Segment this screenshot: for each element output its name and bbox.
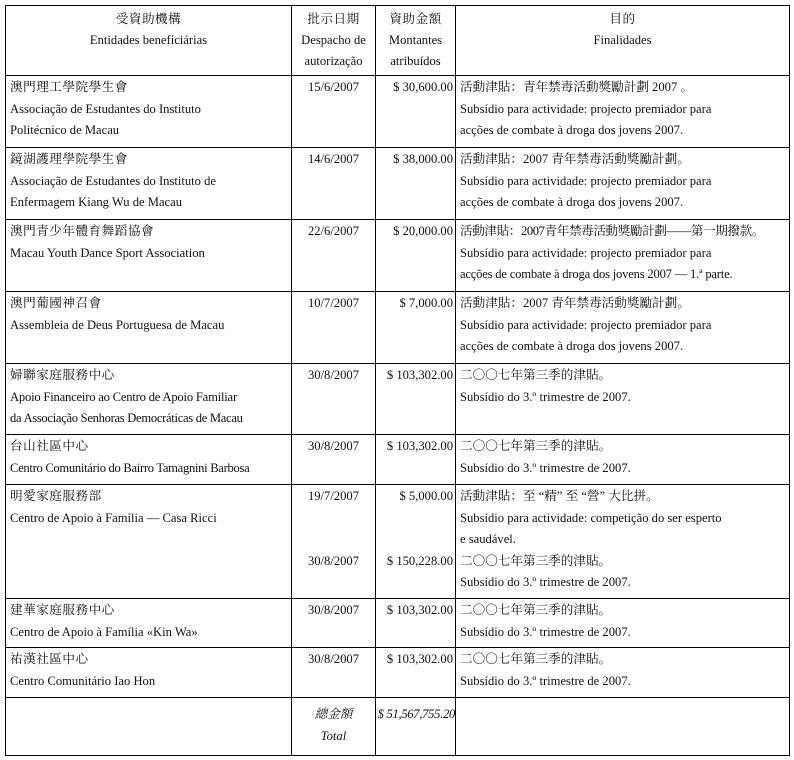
amount-cell: $ 30,600.00 [376, 76, 456, 148]
purpose-zh: 活動津貼：至 “精” 至 “營” 大比拼。 [460, 489, 659, 503]
purpose-cell [456, 148, 790, 220]
header-entities-pt: Entidades beneficiárias [89, 33, 208, 47]
header-purpose [456, 6, 790, 76]
table-row [6, 485, 790, 599]
table-row [6, 292, 790, 364]
entity-cell [6, 435, 292, 485]
entity-cell [6, 485, 292, 599]
table-row [6, 76, 790, 148]
amount-value: $ 5,000.00 [399, 489, 453, 503]
entity-name-pt: Enfermagem Kiang Wu de Macau [10, 195, 183, 209]
date-cell: 30/8/2007 [292, 364, 376, 435]
date-cell: 30/8/2007 [292, 648, 376, 698]
total-purpose-empty-cell [456, 698, 790, 756]
purpose-pt: acções de combate à droga dos jovens 2007 — 1.ª parte. [460, 267, 733, 281]
amount-cell [376, 485, 456, 599]
entity-name-pt: Apoio Financeiro ao Centro de Apoio Familiar [10, 389, 237, 404]
entity-name-pt: Politécnico de Macau [10, 123, 120, 137]
total-label-pt: Total [320, 728, 347, 743]
date-cell: 10/7/2007 [292, 292, 376, 364]
entity-name-zh: 祐漢社區中心 [10, 652, 89, 666]
purpose-cell [456, 220, 790, 292]
total-label-zh: 總金額 [314, 707, 353, 721]
amount-cell: $ 103,302.00 [376, 364, 456, 435]
date-value: 30/8/2007 [307, 553, 360, 568]
entity-name-zh: 澳門理工學院學生會 [10, 80, 128, 94]
entity-name-zh: 建華家庭服務中心 [10, 603, 115, 617]
entity-name-pt: Centro Comunitário Iao Hon [10, 673, 156, 688]
amount-cell: $ 103,302.00 [376, 435, 456, 485]
header-entities [6, 6, 292, 76]
header-date-pt-1: Despacho de [301, 33, 366, 47]
header-entities-zh: 受資助機構 [115, 12, 182, 26]
amount-cell: $ 7,000.00 [376, 292, 456, 364]
amount-cell: $ 20,000.00 [376, 220, 456, 292]
purpose-zh: 二〇〇七年第三季的津貼。 [460, 652, 612, 666]
entity-name-zh: 澳門青少年體育舞蹈協會 [10, 224, 155, 238]
header-date [292, 6, 376, 76]
purpose-pt: Subsídio do 3.º trimestre de 2007. [460, 575, 631, 589]
purpose-pt: Subsídio para actividade: competição do ser esperto [460, 510, 722, 525]
entity-name-zh: 鏡湖護理學院學生會 [10, 152, 128, 166]
header-amount [376, 6, 456, 76]
date-cell: 14/6/2007 [292, 148, 376, 220]
purpose-zh: 活動津貼：2007 青年禁毒活動獎勵計劃。 [460, 296, 690, 310]
header-date-pt-2: autorização [304, 54, 363, 68]
entity-name-pt: Macau Youth Dance Sport Association [10, 245, 205, 260]
purpose-cell [456, 599, 790, 648]
entity-cell [6, 292, 292, 364]
entity-name-pt: Assembleia de Deus Portuguesa de Macau [10, 317, 225, 332]
purpose-zh: 活動津貼：青年禁毒活動獎勵計劃 2007 。 [460, 80, 693, 94]
purpose-cell [456, 76, 790, 148]
purpose-pt: Subsídio do 3.º trimestre de 2007. [460, 624, 631, 639]
purpose-pt: acções de combate à droga dos jovens 2007. [460, 339, 684, 353]
entity-cell [6, 148, 292, 220]
purpose-zh: 活動津貼：2007 青年禁毒活動獎勵計劃。 [460, 152, 690, 166]
entity-name-zh: 明愛家庭服務部 [10, 489, 102, 503]
header-purpose-zh: 目的 [609, 12, 636, 26]
total-amount: $ 51,567,755.20 [376, 698, 456, 756]
table-row [6, 220, 790, 292]
purpose-zh: 活動津貼：2007青年禁毒活動獎勵計劃——第一期撥款。 [460, 224, 765, 238]
table-header-row [6, 6, 790, 76]
date-cell [292, 485, 376, 599]
amount-cell: $ 38,000.00 [376, 148, 456, 220]
entity-name-pt: Centro de Apoio à Família — Casa Ricci [10, 510, 217, 525]
purpose-zh: 二〇〇七年第三季的津貼。 [460, 368, 612, 382]
grants-table [5, 5, 790, 756]
header-amount-pt-2: atribuídos [390, 54, 441, 68]
header-amount-zh: 資助金額 [389, 12, 442, 26]
amount-value: $ 150,228.00 [386, 553, 453, 568]
date-cell: 30/8/2007 [292, 435, 376, 485]
purpose-cell [456, 435, 790, 485]
purpose-pt: acções de combate à droga dos jovens 2007. [460, 195, 684, 209]
entity-name-pt: Centro de Apoio à Família «Kin Wa» [10, 624, 198, 639]
entity-name-zh: 澳門葡國神召會 [10, 296, 102, 310]
amount-cell: $ 103,302.00 [376, 599, 456, 648]
entity-cell [6, 76, 292, 148]
date-cell: 22/6/2007 [292, 220, 376, 292]
date-value: 19/7/2007 [307, 489, 360, 503]
entity-name-zh: 台山社區中心 [10, 439, 89, 453]
purpose-cell [456, 648, 790, 698]
table-row [6, 599, 790, 648]
amount-cell: $ 103,302.00 [376, 648, 456, 698]
entity-name-pt: Associação de Estudantes do Instituto [10, 101, 201, 116]
entity-name-pt: Associação de Estudantes do Instituto de [10, 173, 217, 188]
purpose-pt: Subsídio para actividade: projecto premiador para [460, 317, 712, 332]
entity-name-zh: 婦聯家庭服務中心 [10, 368, 115, 382]
purpose-zh: 二〇〇七年第三季的津貼。 [460, 553, 612, 568]
entity-cell [6, 599, 292, 648]
purpose-pt: Subsídio do 3.º trimestre de 2007. [460, 673, 631, 688]
entity-cell [6, 648, 292, 698]
header-purpose-pt: Finalidades [593, 33, 652, 47]
total-row [6, 698, 790, 756]
purpose-pt: Subsídio para actividade: projecto premiador para [460, 101, 712, 116]
entity-cell [6, 220, 292, 292]
table-row [6, 435, 790, 485]
purpose-cell [456, 364, 790, 435]
purpose-zh: 二〇〇七年第三季的津貼。 [460, 439, 612, 453]
purpose-pt: Subsídio do 3.º trimestre de 2007. [460, 389, 631, 404]
table-row [6, 364, 790, 435]
purpose-cell [456, 292, 790, 364]
purpose-pt: e saudável. [460, 532, 516, 546]
date-cell: 15/6/2007 [292, 76, 376, 148]
total-empty-cell [6, 698, 292, 756]
purpose-pt: Subsídio para actividade: projecto premiador para [460, 173, 712, 188]
purpose-zh: 二〇〇七年第三季的津貼。 [460, 603, 612, 617]
purpose-pt: Subsídio para actividade: projecto premiador para [460, 245, 712, 260]
entity-cell [6, 364, 292, 435]
total-label-cell [292, 698, 376, 756]
entity-name-pt: Centro Comunitário do Bairro Tamagnini Barbosa [10, 460, 250, 475]
table-row [6, 148, 790, 220]
header-date-zh: 批示日期 [307, 12, 360, 26]
purpose-pt: Subsídio do 3.º trimestre de 2007. [460, 460, 631, 475]
purpose-pt: acções de combate à droga dos jovens 2007. [460, 123, 684, 137]
purpose-cell [456, 485, 790, 599]
table-row [6, 648, 790, 698]
date-cell: 30/8/2007 [292, 599, 376, 648]
header-amount-pt-1: Montantes [388, 33, 443, 47]
entity-name-pt: da Associação Senhoras Democráticas de Macau [10, 411, 243, 425]
